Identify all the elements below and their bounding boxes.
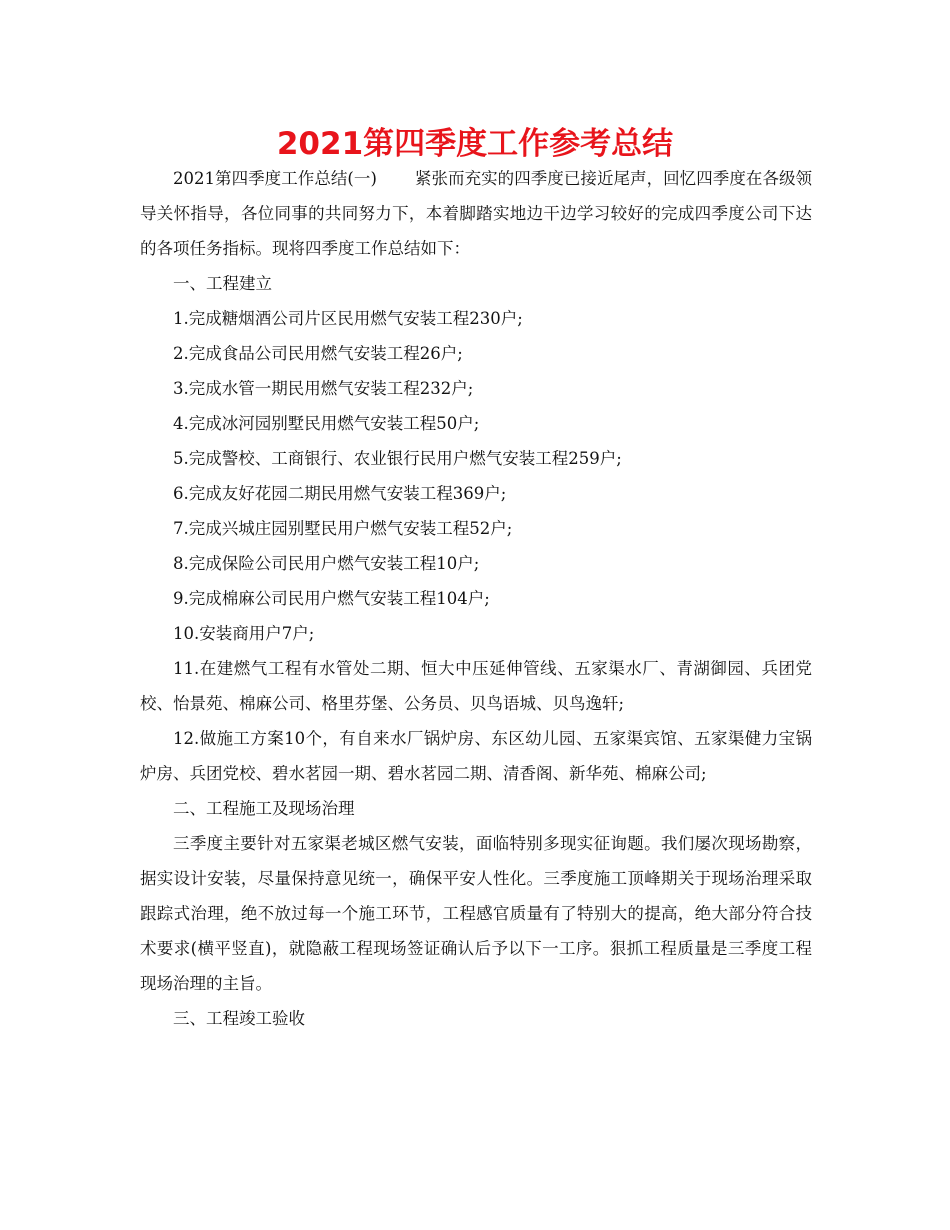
list-item: 12.做施工方案10个，有自来水厂锅炉房、东区幼儿园、五家渠宾馆、五家渠健力宝锅炉房、兵团党校、碧水茗园一期、碧水茗园二期、清香阁、新华苑、棉麻公司; bbox=[140, 729, 812, 783]
section-heading-3: 三、工程竣工验收 bbox=[173, 1009, 305, 1028]
list-item: 5.完成警校、工商银行、农业银行民用户燃气安装工程259户; bbox=[173, 449, 622, 468]
list-item: 9.完成棉麻公司民用户燃气安装工程104户; bbox=[173, 589, 490, 608]
intro-paragraph bbox=[140, 161, 812, 266]
intro-body: 紧张而充实的四季度已接近尾声，回忆四季度在各级领导关怀指导，各位同事的共同努力下，本着脚踏实地边干边学习较好的完成四季度公司下达的各项任务指标。现将四季度工作总结如下： bbox=[140, 169, 813, 258]
list-item: 1.完成糖烟酒公司片区民用燃气安装工程230户; bbox=[173, 309, 523, 328]
intro-lead: 2021第四季度工作总结(一) bbox=[173, 169, 377, 188]
document-body bbox=[140, 161, 812, 1036]
list-item: 4.完成冰河园别墅民用燃气安装工程50户; bbox=[173, 414, 480, 433]
list-item: 3.完成水管一期民用燃气安装工程232户; bbox=[173, 379, 474, 398]
list-item: 11.在建燃气工程有水管处二期、恒大中压延伸管线、五家渠水厂、青湖御园、兵团党校、怡景苑、棉麻公司、格里芬堡、公务员、贝鸟语城、贝鸟逸轩; bbox=[140, 659, 812, 713]
section-2-paragraph: 三季度主要针对五家渠老城区燃气安装，面临特别多现实征询题。我们屡次现场勘察，据实设计安装，尽量保持意见统一，确保平安人性化。三季度施工顶峰期关于现场治理采取跟踪式治理，绝不放过每一个施工环节，工程感官质量有了特别大的提高，绝大部分符合技术要求(横平竖直)，就隐蔽工程现场签证确认后予以下一工序。狠抓工程质量是三季度工程现场治理的主旨。 bbox=[140, 834, 812, 993]
list-item: 7.完成兴城庄园别墅民用户燃气安装工程52户; bbox=[173, 519, 513, 538]
list-item: 2.完成食品公司民用燃气安装工程26户; bbox=[173, 344, 463, 363]
list-item: 10.安装商用户7户; bbox=[173, 624, 315, 643]
section-heading-2: 二、工程施工及现场治理 bbox=[173, 799, 355, 818]
section-heading-1: 一、工程建立 bbox=[173, 274, 272, 293]
list-item: 8.完成保险公司民用户燃气安装工程10户; bbox=[173, 554, 480, 573]
document-title: 2021第四季度工作参考总结 bbox=[276, 126, 674, 162]
list-item: 6.完成友好花园二期民用燃气安装工程369户; bbox=[173, 484, 507, 503]
